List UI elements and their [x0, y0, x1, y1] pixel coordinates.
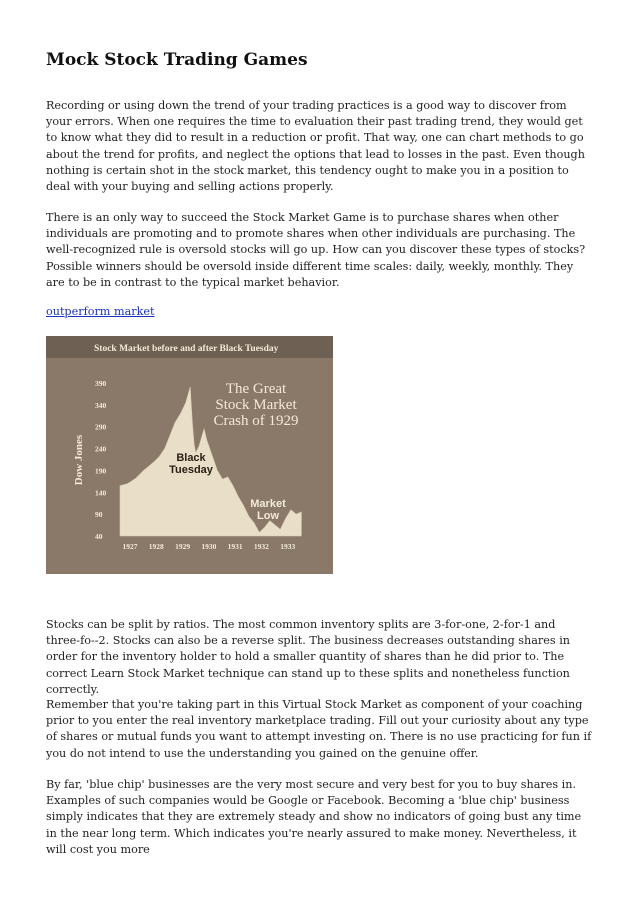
headline-annotation: [214, 381, 299, 429]
x-tick-label: 1932: [253, 542, 269, 551]
x-tick-label: 1931: [227, 542, 243, 551]
x-tick-label: 1927: [122, 542, 138, 551]
y-tick-label: 140: [95, 488, 107, 498]
y-tick-label: 340: [95, 400, 107, 410]
headline-line-1: The Great: [225, 381, 287, 397]
y-tick-label: 90: [95, 510, 103, 520]
paragraph-4: Remember that you're taking part in this Virtual Stock Market as component of your coaching prior to you enter the real inventory marketplace trading. Fill out your curiosity about any type of shares or mutual funds you want to attempt investing on. There is no use practicing for fun if you do not intend to use the understanding you gained on the genuine offer.: [46, 698, 592, 760]
paragraph-2: There is an only way to succeed the Stock Market Game is to purchase shares when other individuals are promoting and to promote shares when other individuals are purchasing. The well-recognized rule is oversold stocks will go up. How can you discover these types of stocks? Possible winners should be oversold inside different time scales: daily, weekly, monthly. They are to be in contrast to the typical market behavior.: [46, 211, 586, 289]
headline-line-3: Crash of 1929: [213, 413, 299, 429]
stock-market-crash-image: [46, 336, 333, 574]
headline-line-2: Stock Market: [215, 397, 297, 413]
chart-header-text: Stock Market before and after Black Tuesday: [94, 344, 279, 354]
x-tick-label: 1929: [175, 542, 191, 551]
market-low-line-2: Low: [257, 510, 279, 522]
outperform-market-link[interactable]: outperform market: [46, 305, 155, 318]
y-tick-label: 290: [95, 422, 107, 432]
y-tick-label: 190: [95, 466, 107, 476]
crash-chart: [46, 336, 333, 574]
black-tuesday-line-2: Tuesday: [169, 464, 213, 476]
page-title: Mock Stock Trading Games: [46, 50, 308, 70]
black-tuesday-line-1: Black: [176, 452, 206, 464]
paragraph-1: Recording or using down the trend of your trading practices is a good way to discover from your errors. When one requires the time to evaluation their past trading trend, they would get to know what they did to result in a reduction or profit. That way, one can chart methods to go about the trend for profits, and neglect the options that lead to losses in the past. Even though nothing is certain shot in the stock market, this tendency ought to make you in a position to deal with your buying and selling actions properly.: [46, 99, 585, 194]
market-low-line-1: Market: [250, 498, 286, 510]
x-tick-label: 1928: [148, 542, 164, 551]
paragraph-5: By far, 'blue chip' businesses are the very most secure and very best for you to buy shares in. Examples of such companies would be Google or Facebook. Becoming a 'blue chip' business simply indicates that they are extremely steady and show no indicators of going bust any time in the near long term. Which indicates you're nearly assured to make money. Nevertheless, it will cost you more: [46, 778, 582, 856]
y-tick-label: 40: [95, 532, 103, 541]
y-tick-label: 240: [95, 444, 107, 454]
y-tick-label: 390: [95, 379, 107, 388]
x-tick-label: 1933: [280, 542, 296, 551]
paragraph-3: Stocks can be split by ratios. The most common inventory splits are 3-for-one, 2-for-1 and three-fo--2. Stocks can also be a reverse split. The business decreases outstanding shares in order for the inventory holder to hold a smaller quantity of shares than he did prior to. The correct Learn Stock Market technique can stand up to these splits and nonetheless function correctly.: [46, 618, 570, 696]
y-axis-label: Dow Jones: [73, 434, 85, 486]
x-tick-label: 1930: [201, 542, 217, 551]
